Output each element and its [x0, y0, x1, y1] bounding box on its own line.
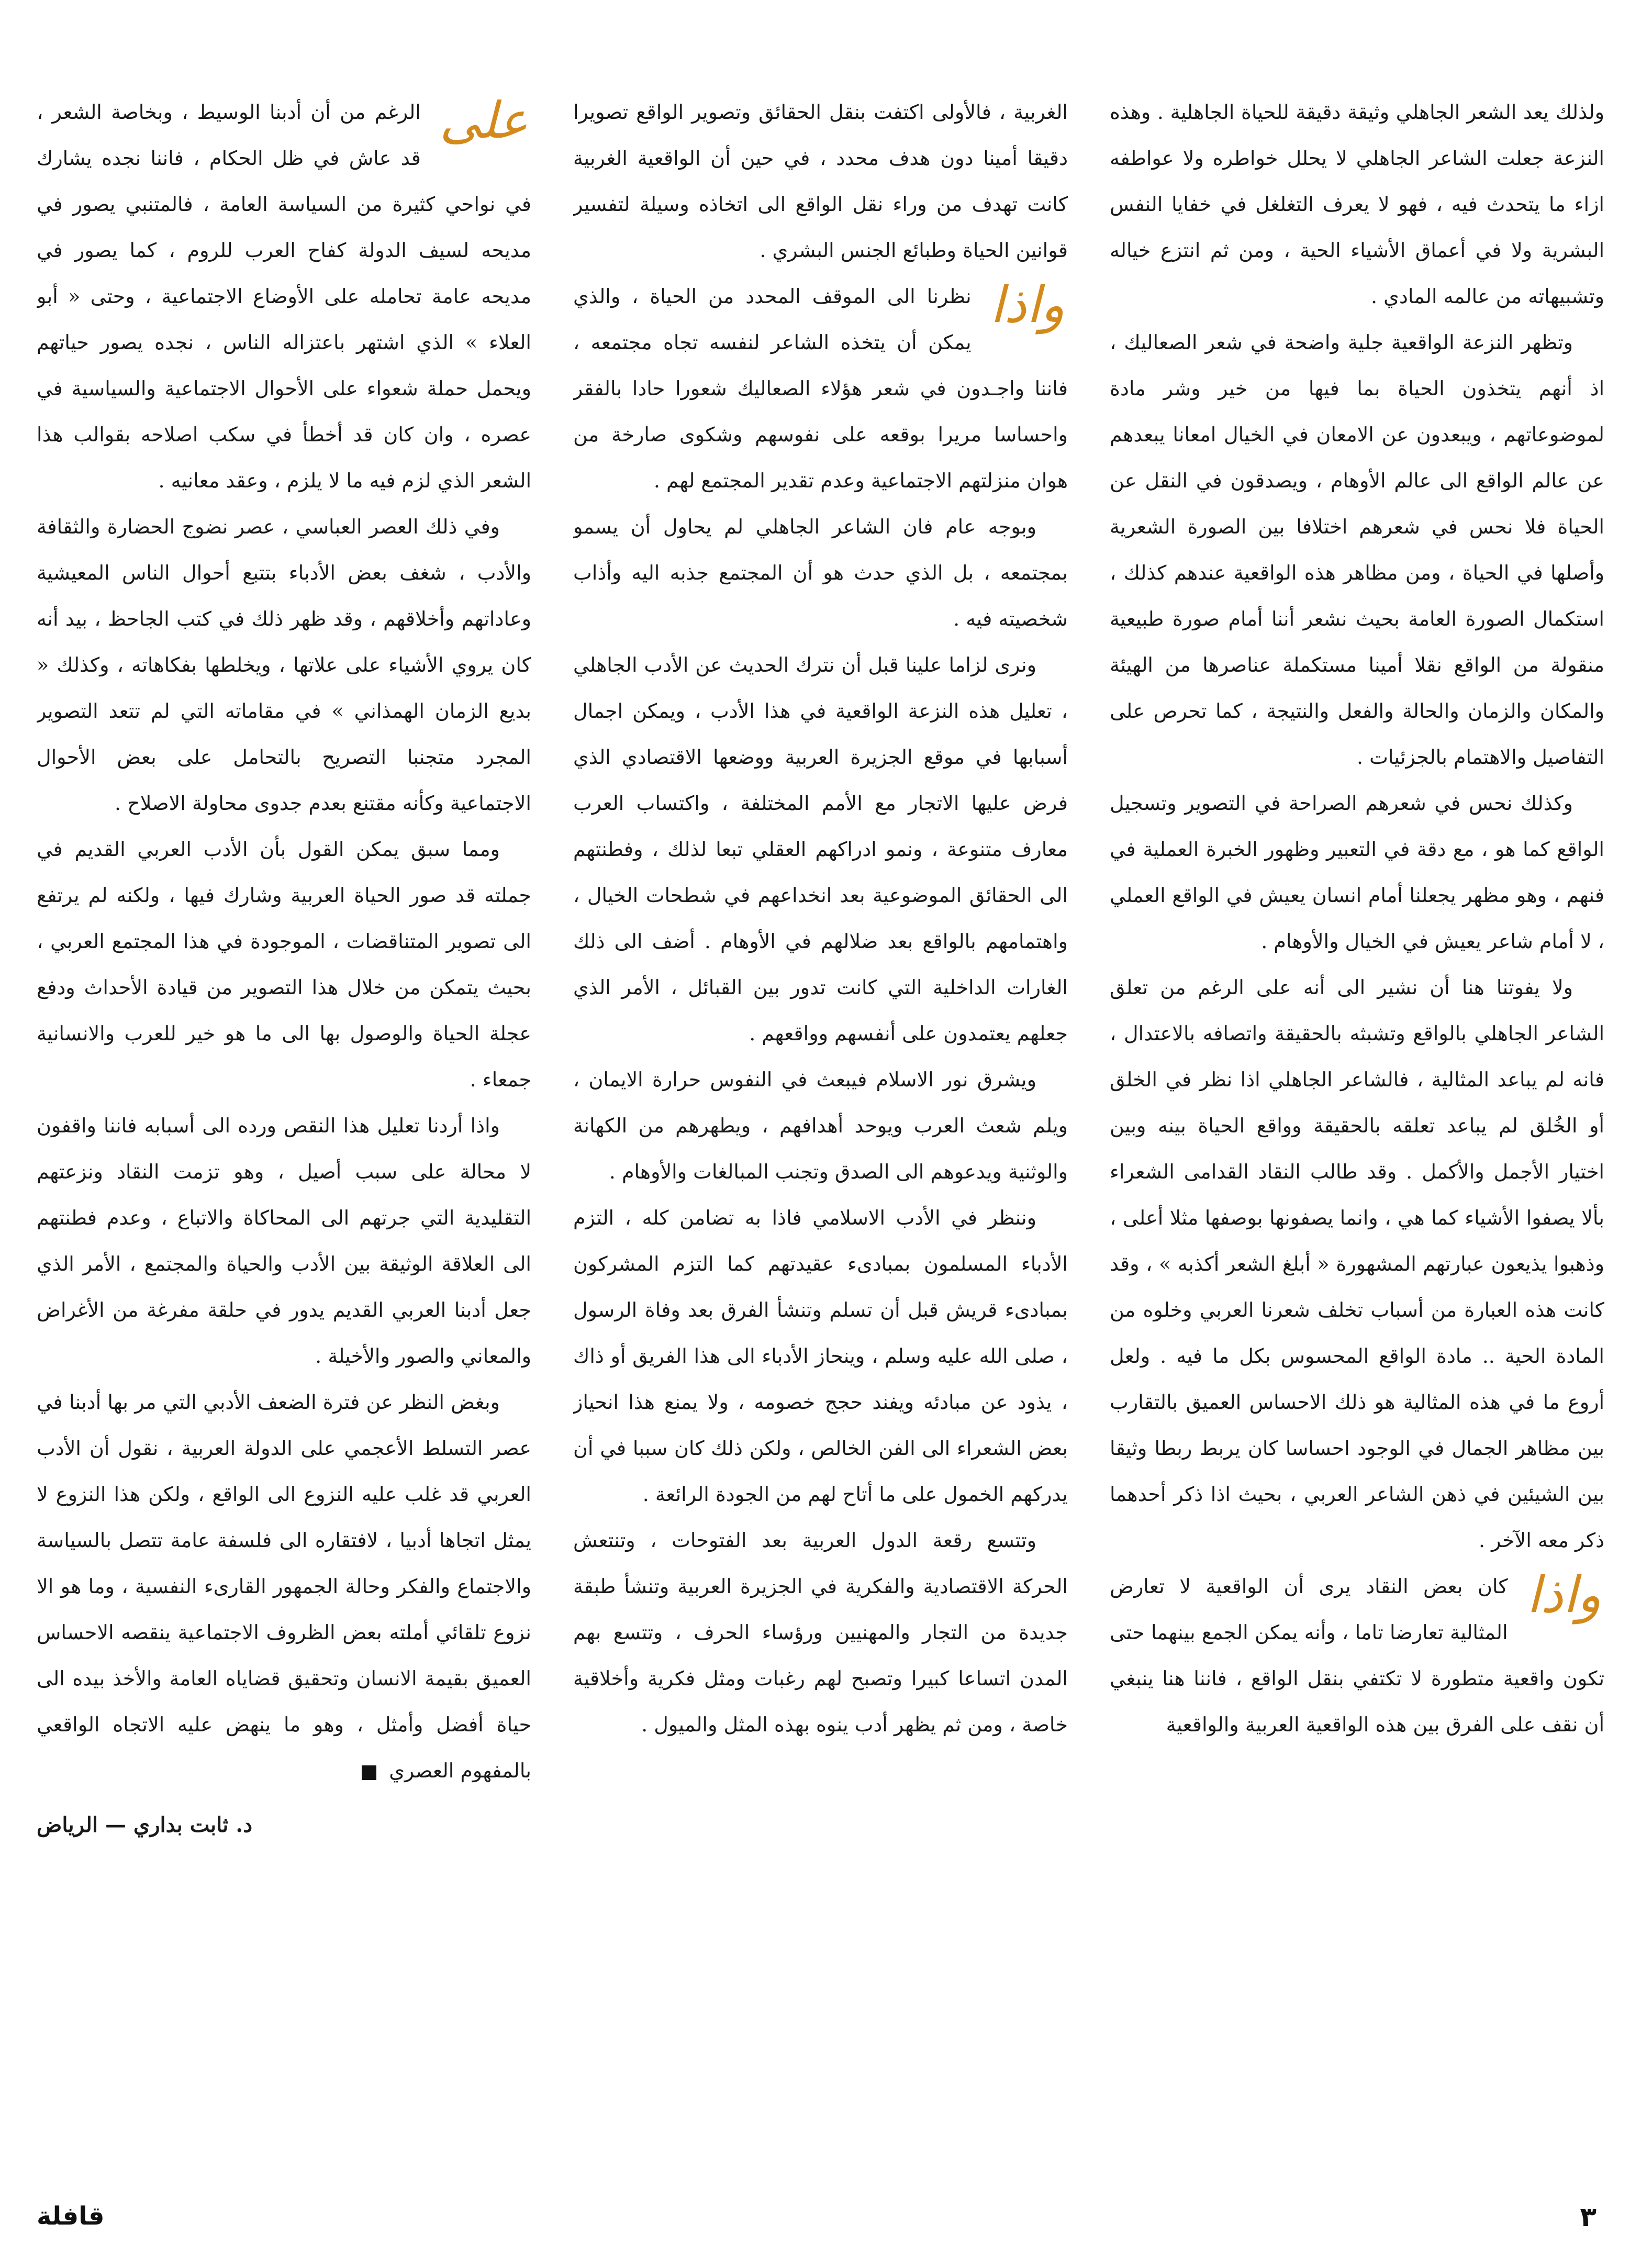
drop-word: واذا [1526, 1565, 1601, 1624]
paragraph: واذا أردنا تعليل هذا النقص ورده الى أسبابه فاننا واقفون لا محالة على سبب أصيل ، وهو تزمت النقاد ونزعتهم التقليدية التي جرتهم الى المحاكاة والاتباع ، وعدم فطنتهم الى العلاقة الوثيقة بين الأدب والحياة والمجتمع ، الأمر الذي جعل أدبنا العربي القديم يدور في حلقة مفرغة من الأغراض والمعاني والصور والأخيلة . [37, 1114, 531, 1368]
paragraph: ونرى لزاما علينا قبل أن نترك الحديث عن الأدب الجاهلي ، تعليل هذه النزعة الواقعية في هذا الأدب ، ويمكن اجمال أسبابها في موقع الجزيرة العربية ووضعها الاقتصادي الذي فرض عليها الاتجار مع الأمم المختلفة ، واكتساب العرب معارف متنوعة ، ونمو ادراكهم العقلي تبعا لذلك ، وفطنتهم الى الحقائق الموضوعية بعد انخداعهم في شطحات الخيال ، واهتمامهم بالواقع بعد ضلالهم في الأوهام . أضف الى ذلك الغارات الداخلية التي كانت تدور بين القبائل ، الأمر الذي جعلهم يعتمدون على أنفسهم وواقعهم . [573, 653, 1068, 1045]
paragraph: ولا يفوتنا هنا أن نشير الى أنه على الرغم من تعلق الشاعر الجاهلي بالواقع وتشبثه بالحقيقة واتصافه بالاعتدال ، فانه لم يباعد المثالية ، فالشاعر الجاهلي اذا نظر في الخلق أو الخُلق لم يباعد تعلقه بالحقيقة وواقع الحياة بينه وبين اختيار الأجمل والأكمل . وقد طالب النقاد القدامى الشعراء بألا يصفوا الأشياء كما هي ، وانما يصفونها بوصفها مثلا أعلى ، وذهبوا يذيعون عبارتهم المشهورة « أبلغ الشعر أكذبه » ، وقد كانت هذه العبارة من أسباب تخلف شعرنا العربي وخلوه من المادة الحية .. مادة الواقع المحسوس بكل ما فيه . ولعل أروع ما في هذه المثالية هو ذلك الاحساس العميق بالتقارب بين مظاهر الجمال في الوجود احساسا كان يربط ربطا وثيقا بين الشيئين في ذهن الشاعر العربي ، بحيث اذا ذكر أحدهما ذكر معه الآخر . [1110, 976, 1604, 1552]
paragraph: وبوجه عام فان الشاعر الجاهلي لم يحاول أن يسمو بمجتمعه ، بل الذي حدث هو أن المجتمع جذبه اليه وأذاب شخصيته فيه . [573, 515, 1068, 630]
drop-word: واذا [990, 275, 1065, 334]
paragraph: وتظهر النزعة الواقعية جلية واضحة في شعر الصعاليك ، اذ أنهم يتخذون الحياة بما فيها من خير وشر مادة لموضوعاتهم ، ويبعدون عن الامعان في الخيال امعانا يبعدهم عن عالم الواقع الى عالم الأوهام ، ويصدقون في النقل عن الحياة فلا نحس في شعرهم اختلافا بين الصورة الشعرية وأصلها في الحياة ، ومن مظاهر هذه الواقعية عندهم كذلك ، استكمال الصورة العامة بحيث نشعر أننا أمام صورة طبيعية منقولة من الواقع نقلا أمينا مستكملة عناصرها من الهيئة والمكان والزمان والحالة والفعل والنتيجة ، كما تحرص على التفاصيل والاهتمام بالجزئيات . [1110, 331, 1604, 769]
magazine-name: قافلة [37, 2202, 105, 2231]
paragraph: وفي ذلك العصر العباسي ، عصر نضوج الحضارة والثقافة والأدب ، شغف بعض الأدباء بتتبع أحوال الناس المعيشية وعاداتهم وأخلاقهم ، وقد ظهر ذلك في كتب الجاحظ ، بيد أنه كان يروي الأشياء على علاتها ، ويخلطها بفكاهاته ، وكذلك « بديع الزمان الهمذاني » في مقاماته التي لم تتعد التصوير المجرد متجنبا التصريح بالتحامل على بعض الأحوال الاجتماعية وكأنه مقتنع بعدم جدوى محاولة الاصلاح . [37, 515, 531, 815]
paragraph: وتتسع رقعة الدول العربية بعد الفتوحات ، وتنتعش الحركة الاقتصادية والفكرية في الجزيرة العربية وتنشأ طبقة جديدة من التجار والمهنيين ورؤساء الحرف ، وتتسع بهم المدن اتساعا كبيرا وتصبح لهم رغبات ومثل فكرية وأخلاقية خاصة ، ومن ثم يظهر أدب ينوه بهذه المثل والميول . [573, 1529, 1068, 1736]
paragraph [37, 1379, 531, 1794]
article-columns [37, 89, 1604, 2141]
paragraph-text: الرغم من أن أدبنا الوسيط ، وبخاصة الشعر ، قد عاش في ظل الحكام ، فاننا نجده يشارك في نواحي كثيرة من السياسة العامة ، فالمتنبي يصور في مديحه لسيف الدولة كفاح العرب للروم ، كما يصور في مديحه عامة تحامله على الأوضاع الاجتماعية ، وحتى « أبو العلاء » الذي اشتهر باعتزاله الناس ، نجده يصور حياتهم ويحمل حملة شعواء على الأحوال الاجتماعية والسياسية في عصره ، وان كان قد أخطأ في سكب اصلاحه بقوالب هذا الشعر الذي لزم فيه ما لا يلزم ، وعقد معانيه . [37, 101, 531, 492]
article-column-3 [37, 89, 531, 2141]
paragraph: ولذلك يعد الشعر الجاهلي وثيقة دقيقة للحياة الجاهلية . وهذه النزعة جعلت الشاعر الجاهلي لا يحلل خواطره ولا عواطفه ازاء ما يتحدث فيه ، فهو لا يعرف التغلغل في خفايا النفس البشرية ولا في أعماق الأشياء الحية ، ومن ثم انتزع خياله وتشبيهاته من عالمه المادي . [1110, 101, 1604, 308]
paragraph: وكذلك نحس في شعرهم الصراحة في التصوير وتسجيل الواقع كما هو ، مع دقة في التعبير وظهور الخبرة العملية في فنهم ، وهو مظهر يجعلنا أمام انسان يعيش في الواقع العملي ، لا أمام شاعر يعيش في الخيال والأوهام . [1110, 792, 1604, 953]
article-column-1 [1110, 89, 1604, 2141]
paragraph: ويشرق نور الاسلام فيبعث في النفوس حرارة الايمان ، ويلم شعث العرب ويوحد أهدافهم ، ويطهرهم من الكهانة والوثنية ويدعوهم الى الصدق وتجنب المبالغات والأوهام . [573, 1068, 1068, 1183]
paragraph-with-drop-word [573, 273, 1068, 504]
paragraph-text: كان بعض النقاد يرى أن الواقعية لا تعارض المثالية تعارضا تاما ، وأنه يمكن الجمع بينهما حتى تكون واقعية متطورة لا تكتفي بنقل الواقع ، فاننا هنا ينبغي أن نقف على الفرق بين هذه الواقعية العربية والواقعية [1110, 1575, 1604, 1736]
article-column-2 [573, 89, 1068, 2141]
paragraph: وننظر في الأدب الاسلامي فاذا به تضامن كله ، التزم الأدباء المسلمون بمبادىء عقيدتهم كما التزم المشركون بمبادىء قريش قبل أن تسلم وتنشأ الفرق بعد وفاة الرسول ، صلى الله عليه وسلم ، وينحاز الأدباء الى هذا الفريق أو ذاك ، يذود عن مبادئه ويفند حجج خصومه ، ولا يمنع هذا انحياز بعض الشعراء الى الفن الخالص ، ولكن ذلك كان سببا في أن يدركهم الخمول على ما أتاح لهم من الجودة الرائعة . [573, 1206, 1068, 1506]
paragraph-text: وبغض النظر عن فترة الضعف الأدبي التي مر بها أدبنا في عصر التسلط الأعجمي على الدولة العربية ، نقول أن الأدب العربي قد غلب عليه النزوع الى الواقع ، ولكن هذا النزوع لا يمثل اتجاها أدبيا ، لافتقاره الى فلسفة عامة تتصل بالسياسة والاجتماع والفكر وحالة الجمهور القارىء النفسية ، وما هو الا نزوع تلقائي أملته بعض الظروف الاجتماعية ينقصه الاحساس العميق بقيمة الانسان وتحقيق قضاياه العامة والأخذ بيده الى حياة أفضل وأمثل ، وهو ما ينهض عليه الاتجاه الواقعي بالمفهوم العصري [37, 1391, 531, 1782]
page-number: ٣ [1580, 2202, 1597, 2233]
drop-word: على [439, 91, 528, 150]
paragraph: ومما سبق يمكن القول بأن الأدب العربي القديم في جملته قد صور الحياة العربية وشارك فيها ، ولكنه لم يرتفع الى تصوير المتناقضات ، الموجودة في هذا المجتمع العربي ، بحيث يتمكن من خلال هذا التصوير من قيادة الأحداث ودفع عجلة الحياة والوصول بها الى ما هو خير للعرب والانسانية جمعاء . [37, 838, 531, 1091]
paragraph-text: نظرنا الى الموقف المحدد من الحياة ، والذي يمكن أن يتخذه الشاعر لنفسه تجاه مجتمعه ، فاننا واجـدون في شعر هؤلاء الصعاليك شعورا حادا بالفقر واحساسا مريرا بوقعه على نفوسهم وشكوى صارخة من هوان منزلتهم الاجتماعية وعدم تقدير المجتمع لهم . [573, 285, 1068, 492]
paragraph: الغربية ، فالأولى اكتفت بنقل الحقائق وتصوير الواقع تصويرا دقيقا أمينا دون هدف محدد ، في حين أن الواقعية الغربية كانت تهدف من وراء نقل الواقع الى اتخاذه وسيلة لتفسير قوانين الحياة وطبائع الجنس البشري . [573, 101, 1068, 262]
paragraph-with-drop-word [1110, 1563, 1604, 1748]
end-of-article-mark [362, 1765, 376, 1780]
author-signature: د. ثابت بداري — الرياض [37, 1813, 253, 1837]
paragraph-with-drop-word [37, 89, 531, 504]
